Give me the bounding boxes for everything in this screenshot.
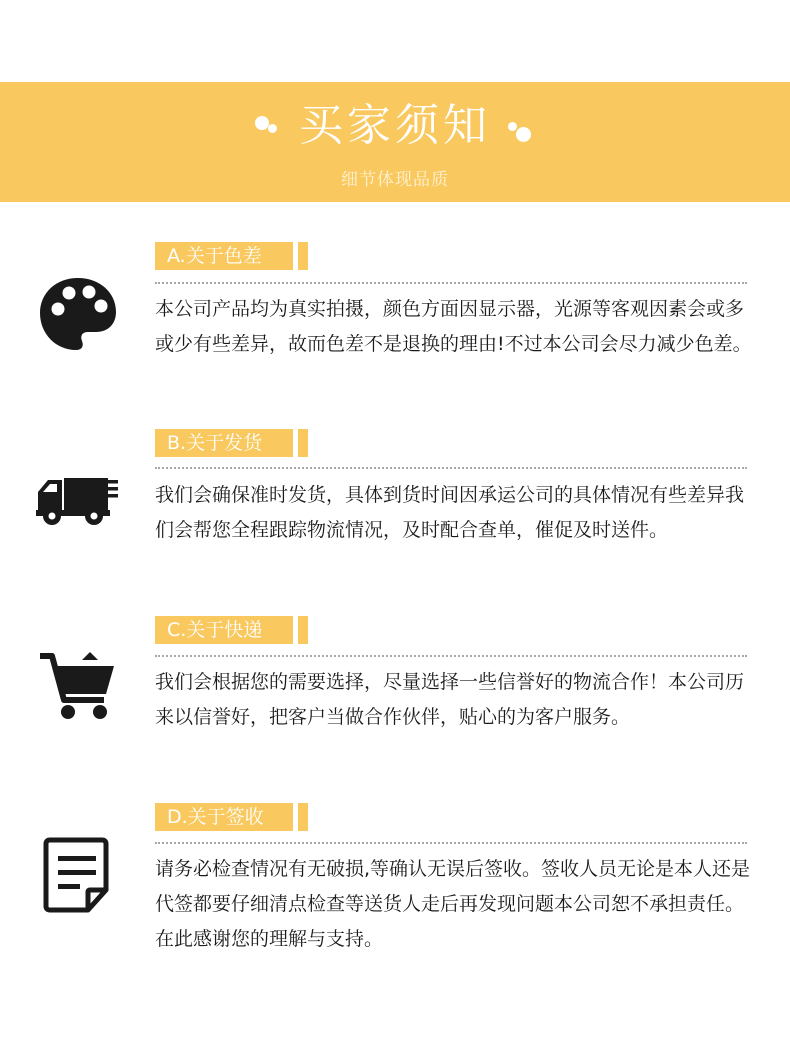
palette-icon <box>38 276 118 352</box>
section-text-courier: 我们会根据您的需要选择，尽量选择一些信誉好的物流合作！本公司历来以信誉好，把客户当做合作伙伴，贴心的为客户服务。 <box>155 671 745 728</box>
section-tag-receipt: D.关于签收 <box>155 803 293 831</box>
tag-accent-bar <box>298 616 308 644</box>
section-text-receipt: 请务必检查情况有无破损,等确认无误后签收。签收人员无论是本人还是代签都要仔细清点检查等送货人走后再发现问题本公司恕不承担责任。在此感谢您的理解与支持。 <box>155 858 751 950</box>
tag-accent-bar <box>298 242 308 270</box>
dotted-divider <box>155 655 747 657</box>
section-tag-courier: C.关于快递 <box>155 616 293 644</box>
dotted-divider <box>155 842 747 844</box>
document-icon <box>42 836 112 914</box>
page-title: 买家须知 <box>299 100 491 151</box>
section-text-shipping: 我们会确保准时发货，具体到货时间因承运公司的具体情况有些差异我们会帮您全程跟踪物流情况，及时配合查单，催促及时送件。 <box>155 484 745 541</box>
dotted-divider <box>155 282 747 284</box>
section-text-color-difference: 本公司产品均为真实拍摄，颜色方面因显示器，光源等客观因素会或多或少有些差异，故而色差不是退换的理由!不过本公司会尽力减少色差。 <box>155 298 752 355</box>
tag-accent-bar <box>298 803 308 831</box>
shopping-cart-icon <box>38 650 118 722</box>
section-tag-color-difference: A.关于色差 <box>155 242 293 270</box>
delivery-truck-icon <box>34 474 120 528</box>
page-subtitle: 细节体现品质 <box>341 170 449 190</box>
section-tag-shipping: B.关于发货 <box>155 429 293 457</box>
dotted-divider <box>155 467 747 469</box>
tag-accent-bar <box>298 429 308 457</box>
